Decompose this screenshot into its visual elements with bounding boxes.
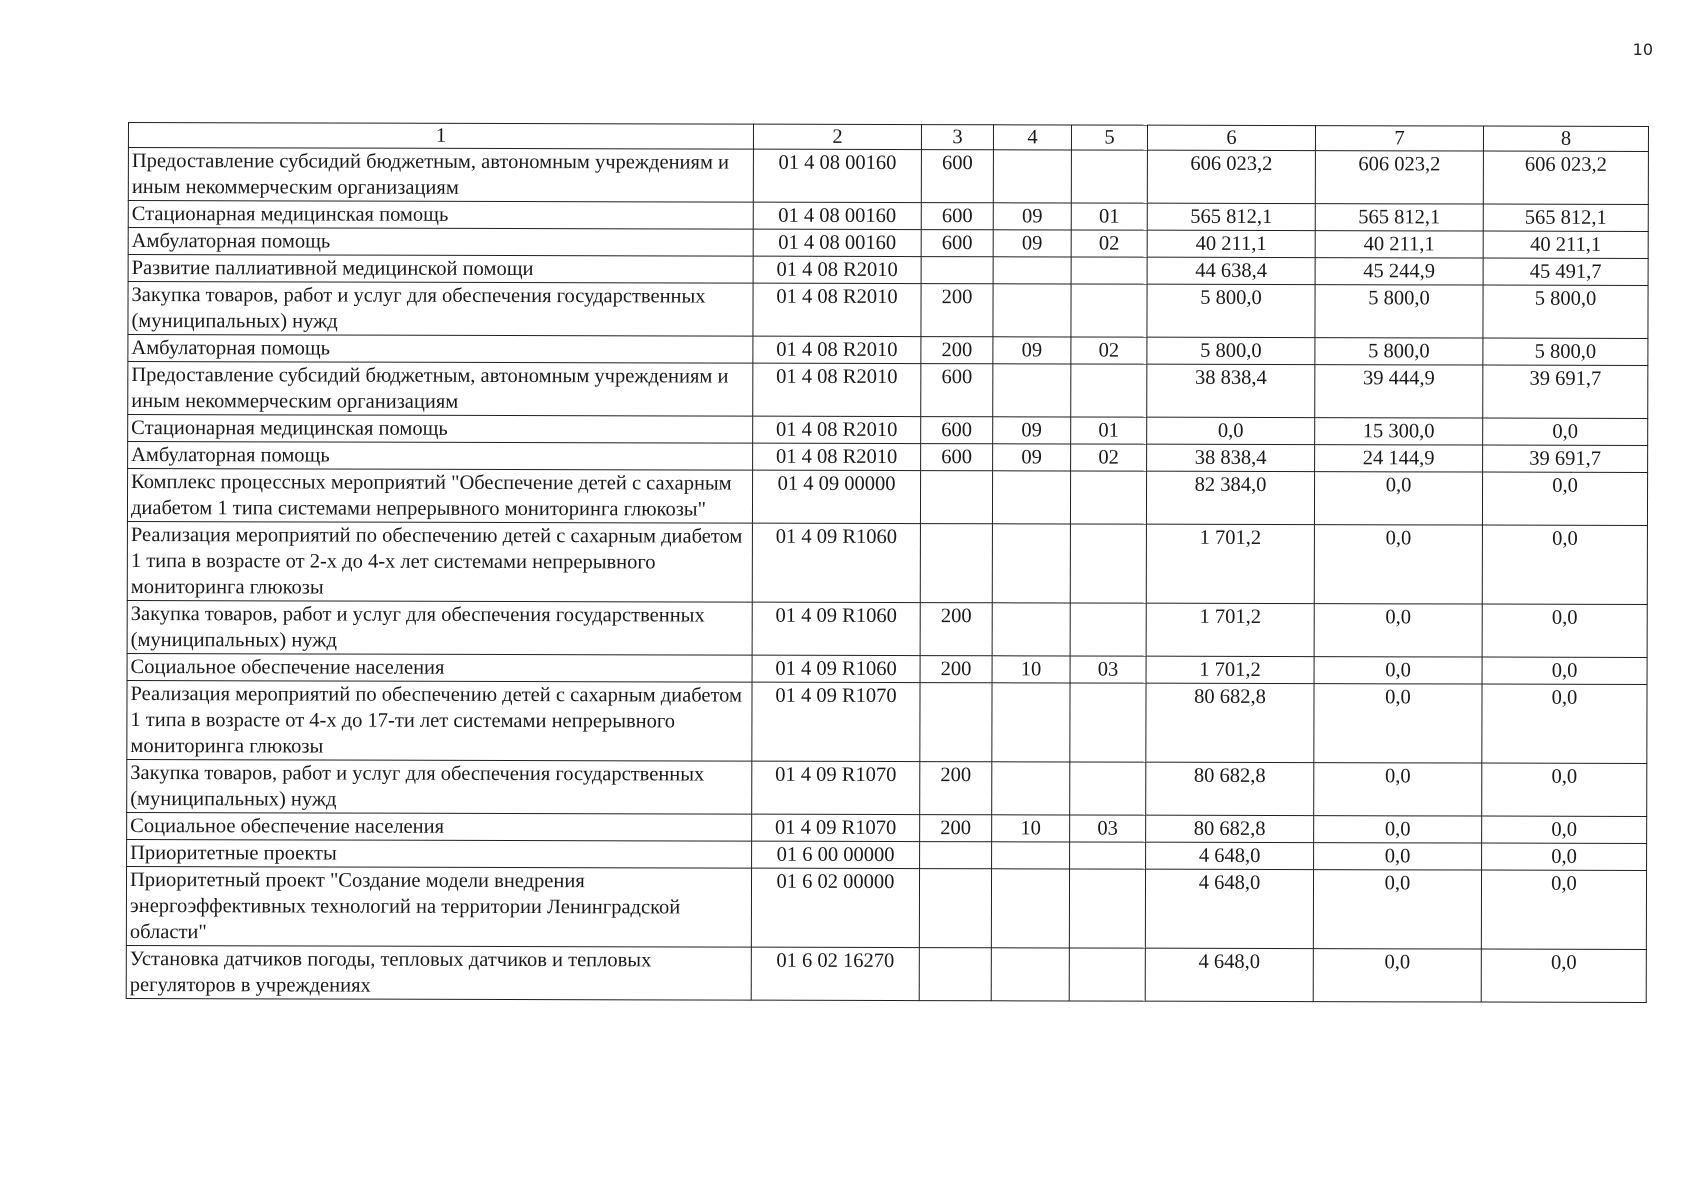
section-cell: [992, 603, 1070, 656]
item-name-cell: Закупка товаров, работ и услуг для обеспечения государственных (муниципальных) нужд: [128, 282, 753, 337]
column-number-header: 6: [1147, 125, 1315, 150]
column-number-header: 4: [993, 125, 1071, 150]
expense-type-cell: 600: [921, 203, 993, 230]
table-row: [128, 255, 1648, 286]
expense-type-cell: [920, 471, 992, 524]
amount-year3-cell: 40 211,1: [1483, 231, 1648, 258]
amount-year2-cell: 0,0: [1314, 472, 1482, 525]
subsection-cell: 02: [1071, 230, 1147, 257]
amount-year3-cell: 5 800,0: [1483, 338, 1648, 365]
amount-year3-cell: 0,0: [1482, 472, 1647, 525]
amount-year1-cell: 4 648,0: [1146, 842, 1314, 869]
item-name-cell: Реализация мероприятий по обеспечению детей с сахарным диабетом 1 типа в возрасте от 2-х до 4-х лет системами непрерывного мониторинга глюкозы: [127, 521, 752, 602]
item-name-cell: Социальное обеспечение населения: [127, 653, 752, 682]
target-code-cell: 01 4 09 00000: [752, 470, 920, 523]
amount-year3-cell: 565 812,1: [1483, 204, 1648, 231]
section-cell: [992, 762, 1070, 815]
target-code-cell: 01 4 08 00160: [753, 149, 921, 202]
amount-year1-cell: 40 211,1: [1147, 230, 1315, 257]
amount-year1-cell: 80 682,8: [1146, 683, 1314, 762]
amount-year2-cell: 0,0: [1314, 684, 1482, 763]
amount-year1-cell: 0,0: [1147, 417, 1315, 444]
expense-type-cell: [920, 524, 992, 603]
table-body: [126, 123, 1648, 1003]
table-row: [127, 521, 1647, 604]
amount-year2-cell: 45 244,9: [1315, 258, 1483, 285]
column-number-header: 5: [1071, 125, 1147, 150]
expense-type-cell: 600: [921, 150, 993, 203]
amount-year1-cell: 38 838,4: [1147, 364, 1315, 417]
section-cell: [993, 364, 1071, 417]
table-row: [127, 469, 1647, 526]
amount-year2-cell: 0,0: [1314, 843, 1482, 870]
target-code-cell: 01 4 08 R2010: [753, 256, 921, 283]
item-name-cell: Предоставление субсидий бюджетным, автономным учреждениям и иным некоммерческим организациям: [128, 148, 753, 203]
section-cell: [991, 869, 1069, 948]
amount-year3-cell: 0,0: [1482, 684, 1647, 763]
subsection-cell: 01: [1071, 203, 1147, 230]
section-cell: [992, 842, 1070, 869]
amount-year1-cell: 5 800,0: [1147, 284, 1315, 337]
expense-type-cell: 200: [920, 656, 992, 683]
amount-year2-cell: 565 812,1: [1315, 204, 1483, 231]
target-code-cell: 01 4 09 R1060: [752, 523, 920, 602]
table-row: [128, 148, 1648, 205]
section-cell: [992, 471, 1070, 524]
amount-year2-cell: 15 300,0: [1315, 418, 1483, 445]
amount-year2-cell: 0,0: [1314, 604, 1482, 657]
target-code-cell: 01 4 08 R2010: [753, 336, 921, 363]
amount-year2-cell: 0,0: [1314, 816, 1482, 843]
expense-type-cell: 600: [921, 444, 993, 471]
target-code-cell: 01 4 09 R1070: [752, 761, 920, 814]
budget-table: [126, 122, 1649, 1003]
amount-year2-cell: 0,0: [1314, 763, 1482, 816]
amount-year3-cell: 39 691,7: [1483, 445, 1648, 472]
target-code-cell: 01 4 08 00160: [753, 202, 921, 229]
section-cell: 09: [993, 444, 1071, 471]
amount-year3-cell: 606 023,2: [1483, 151, 1648, 204]
section-cell: 10: [992, 656, 1070, 683]
amount-year2-cell: 0,0: [1313, 870, 1481, 949]
table-row: [126, 866, 1646, 949]
subsection-cell: [1071, 257, 1147, 284]
amount-year2-cell: 606 023,2: [1315, 151, 1483, 204]
expense-type-cell: 600: [921, 230, 993, 257]
expense-type-cell: 200: [920, 603, 992, 656]
amount-year3-cell: 45 491,7: [1483, 258, 1648, 285]
item-name-cell: Амбулаторная помощь: [128, 335, 753, 364]
amount-year1-cell: 44 638,4: [1147, 257, 1315, 284]
table-row: [127, 759, 1647, 816]
amount-year3-cell: 5 800,0: [1483, 285, 1648, 338]
item-name-cell: Амбулаторная помощь: [128, 228, 753, 257]
amount-year1-cell: 82 384,0: [1146, 471, 1314, 524]
amount-year3-cell: 0,0: [1482, 657, 1647, 684]
table-row: [128, 442, 1648, 473]
target-code-cell: 01 4 09 R1070: [752, 682, 920, 761]
amount-year3-cell: 0,0: [1482, 604, 1647, 657]
item-name-cell: Стационарная медицинская помощь: [128, 415, 753, 444]
subsection-cell: [1070, 683, 1146, 762]
section-cell: 10: [992, 815, 1070, 842]
item-name-cell: Амбулаторная помощь: [128, 442, 753, 471]
amount-year1-cell: 565 812,1: [1147, 203, 1315, 230]
item-name-cell: Комплекс процессных мероприятий "Обеспечение детей с сахарным диабетом 1 типа системами непрерывного мониторинга глюкозы": [127, 469, 752, 524]
amount-year1-cell: 4 648,0: [1145, 869, 1313, 948]
table-row: [127, 680, 1647, 763]
subsection-cell: [1070, 524, 1146, 603]
amount-year3-cell: 39 691,7: [1483, 365, 1648, 418]
table-row: [127, 839, 1647, 870]
subsection-cell: 03: [1070, 815, 1146, 842]
item-name-cell: Развитие паллиативной медицинской помощи: [128, 255, 753, 284]
amount-year1-cell: 1 701,2: [1146, 524, 1314, 603]
amount-year2-cell: 0,0: [1314, 657, 1482, 684]
section-cell: [993, 284, 1071, 337]
expense-type-cell: [919, 948, 991, 1001]
section-cell: 09: [993, 230, 1071, 257]
subsection-cell: [1069, 948, 1145, 1001]
table-row: [128, 415, 1648, 446]
table-row: [127, 812, 1647, 843]
amount-year2-cell: 40 211,1: [1315, 231, 1483, 258]
subsection-cell: [1071, 150, 1147, 203]
table-row: [127, 653, 1647, 684]
target-code-cell: 01 4 08 00160: [753, 229, 921, 256]
column-number-header: 3: [921, 125, 993, 150]
column-number-header: 7: [1315, 126, 1483, 151]
expense-type-cell: [919, 869, 991, 948]
item-name-cell: Приоритетные проекты: [127, 839, 752, 868]
amount-year1-cell: 606 023,2: [1147, 150, 1315, 203]
target-code-cell: 01 6 02 00000: [751, 868, 919, 947]
subsection-cell: 02: [1071, 337, 1147, 364]
subsection-cell: [1071, 284, 1147, 337]
amount-year2-cell: 24 144,9: [1315, 445, 1483, 472]
amount-year1-cell: 38 838,4: [1147, 444, 1315, 471]
amount-year3-cell: 0,0: [1483, 418, 1648, 445]
amount-year3-cell: 0,0: [1482, 525, 1647, 604]
amount-year2-cell: 0,0: [1314, 525, 1482, 604]
item-name-cell: Реализация мероприятий по обеспечению детей с сахарным диабетом 1 типа в возрасте от 4-х до 17-ти лет системами непрерывного мониторинга глюкозы: [127, 680, 752, 761]
amount-year3-cell: 0,0: [1482, 816, 1647, 843]
table-row: [128, 228, 1648, 259]
column-number-header: 1: [128, 123, 753, 150]
target-code-cell: 01 4 08 R2010: [753, 363, 921, 416]
item-name-cell: Предоставление субсидий бюджетным, автономным учреждениям и иным некоммерческим организациям: [128, 362, 753, 417]
amount-year2-cell: 0,0: [1313, 949, 1481, 1002]
subsection-cell: [1071, 364, 1147, 417]
amount-year1-cell: 80 682,8: [1146, 815, 1314, 842]
item-name-cell: Установка датчиков погоды, тепловых датчиков и тепловых регуляторов в учреждениях: [126, 945, 751, 1000]
target-code-cell: 01 4 08 R2010: [753, 416, 921, 443]
page-number: 10: [1632, 40, 1653, 59]
subsection-cell: [1069, 869, 1145, 948]
subsection-cell: 03: [1070, 656, 1146, 683]
subsection-cell: [1070, 471, 1146, 524]
subsection-cell: [1070, 603, 1146, 656]
expense-type-cell: 200: [921, 284, 993, 337]
section-cell: 09: [993, 337, 1071, 364]
amount-year2-cell: 39 444,9: [1315, 365, 1483, 418]
amount-year1-cell: 1 701,2: [1146, 656, 1314, 683]
section-cell: 09: [993, 417, 1071, 444]
table-row: [126, 945, 1646, 1002]
target-code-cell: 01 6 02 16270: [751, 947, 919, 1000]
section-cell: [992, 524, 1070, 603]
table-row: [128, 362, 1648, 419]
item-name-cell: Закупка товаров, работ и услуг для обеспечения государственных (муниципальных) нужд: [127, 759, 752, 814]
amount-year1-cell: 80 682,8: [1146, 762, 1314, 815]
target-code-cell: 01 4 09 R1060: [752, 655, 920, 682]
amount-year3-cell: 0,0: [1482, 763, 1647, 816]
amount-year2-cell: 5 800,0: [1315, 338, 1483, 365]
item-name-cell: Стационарная медицинская помощь: [128, 201, 753, 230]
table-row: [128, 201, 1648, 232]
amount-year1-cell: 4 648,0: [1145, 948, 1313, 1001]
target-code-cell: 01 6 00 00000: [752, 841, 920, 868]
target-code-cell: 01 4 08 R2010: [753, 443, 921, 470]
amount-year3-cell: 0,0: [1482, 843, 1647, 870]
subsection-cell: 01: [1071, 417, 1147, 444]
table-row: [128, 282, 1648, 339]
target-code-cell: 01 4 09 R1060: [752, 602, 920, 655]
expense-type-cell: 600: [921, 417, 993, 444]
subsection-cell: [1070, 842, 1146, 869]
amount-year3-cell: 0,0: [1481, 870, 1646, 949]
subsection-cell: 02: [1071, 444, 1147, 471]
subsection-cell: [1070, 762, 1146, 815]
expense-type-cell: 200: [920, 762, 992, 815]
item-name-cell: Закупка товаров, работ и услуг для обеспечения государственных (муниципальных) нужд: [127, 600, 752, 655]
amount-year3-cell: 0,0: [1481, 949, 1646, 1002]
section-cell: [993, 257, 1071, 284]
section-cell: 09: [993, 203, 1071, 230]
section-cell: [992, 683, 1070, 762]
expense-type-cell: 200: [921, 337, 993, 364]
expense-type-cell: [920, 842, 992, 869]
column-number-header: 8: [1483, 126, 1648, 151]
target-code-cell: 01 4 09 R1070: [752, 814, 920, 841]
amount-year1-cell: 5 800,0: [1147, 337, 1315, 364]
expense-type-cell: [921, 257, 993, 284]
expense-type-cell: [920, 683, 992, 762]
expense-type-cell: 200: [920, 815, 992, 842]
target-code-cell: 01 4 08 R2010: [753, 283, 921, 336]
item-name-cell: Социальное обеспечение населения: [127, 812, 752, 841]
section-cell: [991, 948, 1069, 1001]
section-cell: [993, 150, 1071, 203]
column-number-header: 2: [753, 124, 921, 149]
table-row: [128, 335, 1648, 366]
expense-type-cell: 600: [921, 364, 993, 417]
item-name-cell: Приоритетный проект "Создание модели внедрения энергоэффективных технологий на территории Ленинградской области": [126, 866, 751, 947]
amount-year2-cell: 5 800,0: [1315, 285, 1483, 338]
table-row: [127, 600, 1647, 657]
amount-year1-cell: 1 701,2: [1146, 603, 1314, 656]
